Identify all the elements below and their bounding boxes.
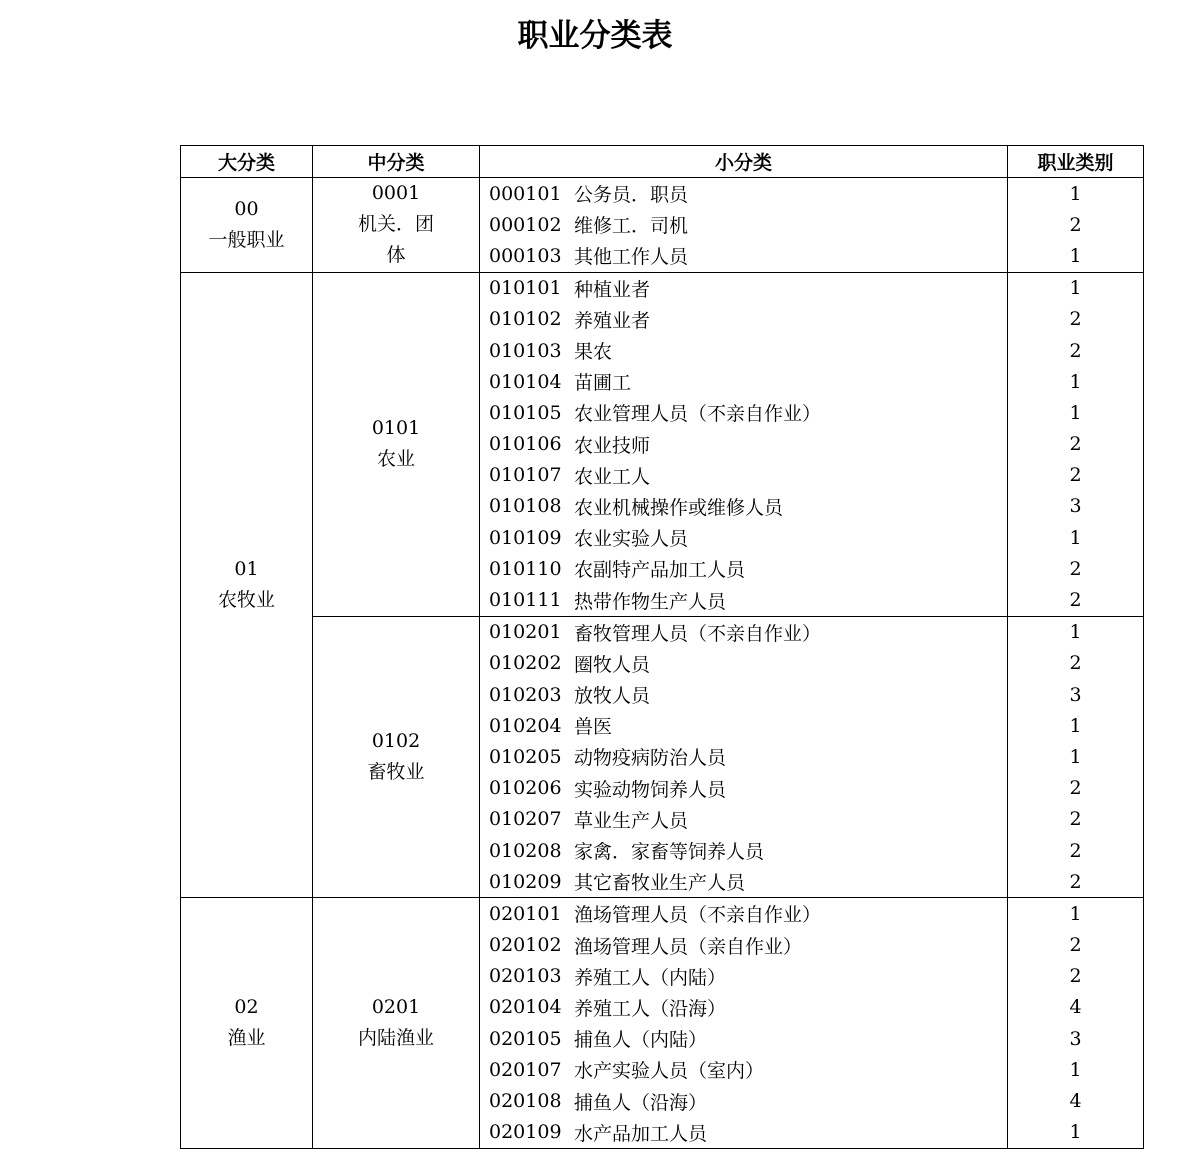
- minor-name: 农业机械操作或维修人员: [574, 496, 784, 519]
- minor-item: [480, 835, 1007, 866]
- minor-name: 其他工作人员: [574, 246, 689, 269]
- minor-item: [480, 240, 1007, 271]
- major-category-cell: [181, 272, 313, 898]
- minor-item: [480, 209, 1007, 240]
- minor-item: [480, 178, 1007, 209]
- minor-item: [480, 491, 1007, 522]
- minor-name: 公务员．职员: [574, 184, 689, 207]
- occupation-class: 2: [1069, 839, 1082, 862]
- medium-name: 农业: [376, 448, 415, 471]
- minor-name: 草业生产人员: [574, 809, 689, 832]
- minor-code: 010109: [489, 526, 562, 549]
- minor-item: [480, 366, 1007, 397]
- medium-name: 内陆渔业: [357, 1027, 434, 1050]
- minor-code: 010206: [489, 777, 562, 800]
- minor-code: 010202: [489, 652, 562, 675]
- minor-code: 010208: [489, 839, 562, 862]
- occupation-class: 1: [1069, 277, 1082, 300]
- major-category-cell: [181, 898, 313, 1149]
- medium-category-cell: [313, 616, 480, 898]
- minor-item: [480, 522, 1007, 553]
- category-cell: [1008, 616, 1144, 898]
- occupation-class: 1: [1069, 401, 1082, 424]
- minor-category-cell: [480, 178, 1008, 273]
- minor-item: [480, 1054, 1007, 1085]
- minor-name: 捕鱼人（沿海）: [574, 1091, 708, 1114]
- minor-name: 渔场管理人员（亲自作业）: [574, 935, 803, 958]
- minor-item: [480, 1023, 1007, 1054]
- occupation-class: 2: [1069, 808, 1082, 831]
- minor-code: 000102: [489, 213, 562, 236]
- occupation-class: 2: [1069, 965, 1082, 988]
- medium-code: 0101: [371, 417, 421, 440]
- minor-name: 苗圃工: [574, 372, 632, 395]
- minor-name: 养殖工人（沿海）: [574, 997, 727, 1020]
- minor-code: 020107: [489, 1058, 562, 1081]
- minor-code: 020103: [489, 965, 562, 988]
- occupation-class: 2: [1069, 339, 1082, 362]
- minor-item: [480, 429, 1007, 460]
- minor-name: 动物疫病防治人员: [574, 747, 727, 770]
- minor-name: 农副特产品加工人员: [574, 559, 746, 582]
- table-row: [181, 616, 1144, 898]
- minor-code: 010207: [489, 808, 562, 831]
- occupation-class: 2: [1069, 652, 1082, 675]
- minor-code: 010209: [489, 870, 562, 893]
- minor-item: [480, 961, 1007, 992]
- minor-code: 010107: [489, 464, 562, 487]
- category-cell: [1008, 272, 1144, 616]
- minor-code: 020102: [489, 934, 562, 957]
- minor-name: 其它畜牧业生产人员: [574, 872, 746, 895]
- minor-name: 养殖工人（内陆）: [574, 966, 727, 989]
- minor-item: [480, 648, 1007, 679]
- minor-name: 水产品加工人员: [574, 1122, 708, 1145]
- occupation-class: 1: [1069, 902, 1082, 925]
- occupation-class: 2: [1069, 308, 1082, 331]
- minor-name: 养殖业者: [574, 309, 651, 332]
- minor-code: 010106: [489, 433, 562, 456]
- medium-code: 0001: [371, 182, 421, 205]
- medium-category-cell: [313, 272, 480, 616]
- minor-name: 果农: [574, 341, 613, 364]
- header-minor: 小分类: [480, 146, 1008, 178]
- header-major: 大分类: [181, 146, 313, 178]
- minor-item: [480, 741, 1007, 772]
- minor-category-cell: [480, 272, 1008, 616]
- minor-item: [480, 553, 1007, 584]
- minor-name: 兽医: [574, 716, 613, 739]
- occupation-class: 3: [1069, 683, 1082, 706]
- medium-name: 畜牧业: [367, 760, 425, 783]
- occupation-class: 3: [1069, 1027, 1082, 1050]
- minor-item: [480, 930, 1007, 961]
- minor-name: 畜牧管理人员（不亲自作业）: [574, 622, 822, 645]
- minor-code: 010102: [489, 308, 562, 331]
- minor-name: 维修工．司机: [574, 215, 689, 238]
- minor-item: [480, 1085, 1007, 1116]
- major-code: 01: [234, 557, 259, 580]
- occupation-class: 1: [1069, 182, 1082, 205]
- table-body: [181, 178, 1144, 1149]
- major-code: 02: [234, 996, 259, 1019]
- minor-code: 010204: [489, 714, 562, 737]
- table-row: [181, 898, 1144, 1149]
- minor-code: 010201: [489, 621, 562, 644]
- minor-code: 010105: [489, 401, 562, 424]
- minor-name: 圈牧人员: [574, 653, 651, 676]
- minor-code: 010104: [489, 370, 562, 393]
- minor-code: 020104: [489, 996, 562, 1019]
- header-category: 职业类别: [1008, 146, 1144, 178]
- header-row: [181, 146, 1144, 178]
- medium-category-cell: [313, 178, 480, 273]
- minor-item: [480, 992, 1007, 1023]
- minor-name: 种植业者: [574, 278, 651, 301]
- occupation-class: 2: [1069, 464, 1082, 487]
- minor-name: 农业管理人员（不亲自作业）: [574, 403, 822, 426]
- occupation-class: 1: [1069, 526, 1082, 549]
- major-name: 农牧业: [217, 588, 275, 611]
- minor-code: 020108: [489, 1090, 562, 1113]
- occupation-class: 3: [1069, 495, 1082, 518]
- minor-item: [480, 710, 1007, 741]
- minor-item: [480, 773, 1007, 804]
- minor-category-cell: [480, 898, 1008, 1149]
- occupation-class: 4: [1069, 1090, 1082, 1113]
- major-name: 一般职业: [208, 228, 285, 251]
- minor-item: [480, 617, 1007, 648]
- major-category-cell: [181, 178, 313, 273]
- header-medium: 中分类: [313, 146, 480, 178]
- minor-name: 农业实验人员: [574, 528, 689, 551]
- occupation-class: 2: [1069, 934, 1082, 957]
- occupation-class: 2: [1069, 213, 1082, 236]
- minor-code: 010205: [489, 745, 562, 768]
- minor-code: 010108: [489, 495, 562, 518]
- major-code: 00: [234, 197, 259, 220]
- minor-name: 实验动物饲养人员: [574, 778, 727, 801]
- minor-item: [480, 866, 1007, 897]
- occupation-class: 1: [1069, 745, 1082, 768]
- page-title: 职业分类表: [517, 18, 673, 54]
- occupation-class: 1: [1069, 244, 1082, 267]
- occupation-class: 2: [1069, 557, 1082, 580]
- category-cell: [1008, 178, 1144, 273]
- minor-item: [480, 460, 1007, 491]
- minor-name: 农业工人: [574, 465, 651, 488]
- occupation-class: 2: [1069, 777, 1082, 800]
- minor-code: 020109: [489, 1121, 562, 1144]
- medium-code: 0102: [371, 729, 421, 752]
- minor-name: 渔场管理人员（不亲自作业）: [574, 904, 822, 927]
- medium-code: 0201: [371, 996, 421, 1019]
- occupation-table: [180, 145, 1144, 1149]
- occupation-class: 1: [1069, 621, 1082, 644]
- minor-name: 放牧人员: [574, 685, 651, 708]
- minor-item: [480, 679, 1007, 710]
- minor-code: 010203: [489, 683, 562, 706]
- minor-item: [480, 397, 1007, 428]
- minor-item: [480, 584, 1007, 615]
- minor-item: [480, 804, 1007, 835]
- minor-item: [480, 273, 1007, 304]
- minor-name: 农业技师: [574, 434, 651, 457]
- minor-name: 家禽．家畜等饲养人员: [574, 841, 765, 864]
- minor-name: 水产实验人员（室内）: [574, 1060, 765, 1083]
- minor-name: 捕鱼人（内陆）: [574, 1029, 708, 1052]
- minor-name: 热带作物生产人员: [574, 590, 727, 613]
- medium-name: 机关．团: [357, 213, 434, 236]
- occupation-class: 1: [1069, 1058, 1082, 1081]
- medium-name: 体: [386, 244, 406, 267]
- major-name: 渔业: [227, 1027, 266, 1050]
- occupation-class: 4: [1069, 996, 1082, 1019]
- occupation-class: 2: [1069, 433, 1082, 456]
- occupation-class: 1: [1069, 370, 1082, 393]
- minor-item: [480, 1117, 1007, 1148]
- minor-item: [480, 304, 1007, 335]
- minor-code: 020105: [489, 1027, 562, 1050]
- minor-code: 000101: [489, 182, 562, 205]
- table-row: [181, 178, 1144, 273]
- minor-item: [480, 335, 1007, 366]
- minor-code: 010103: [489, 339, 562, 362]
- minor-code: 010111: [489, 589, 562, 612]
- occupation-class: 1: [1069, 1121, 1082, 1144]
- minor-category-cell: [480, 616, 1008, 898]
- minor-code: 020101: [489, 902, 562, 925]
- minor-code: 010110: [489, 557, 562, 580]
- occupation-class: 2: [1069, 870, 1082, 893]
- minor-code: 000103: [489, 244, 562, 267]
- minor-code: 010101: [489, 277, 562, 300]
- occupation-class: 2: [1069, 589, 1082, 612]
- minor-item: [480, 898, 1007, 929]
- occupation-class: 1: [1069, 714, 1082, 737]
- medium-category-cell: [313, 898, 480, 1149]
- category-cell: [1008, 898, 1144, 1149]
- table-row: [181, 272, 1144, 616]
